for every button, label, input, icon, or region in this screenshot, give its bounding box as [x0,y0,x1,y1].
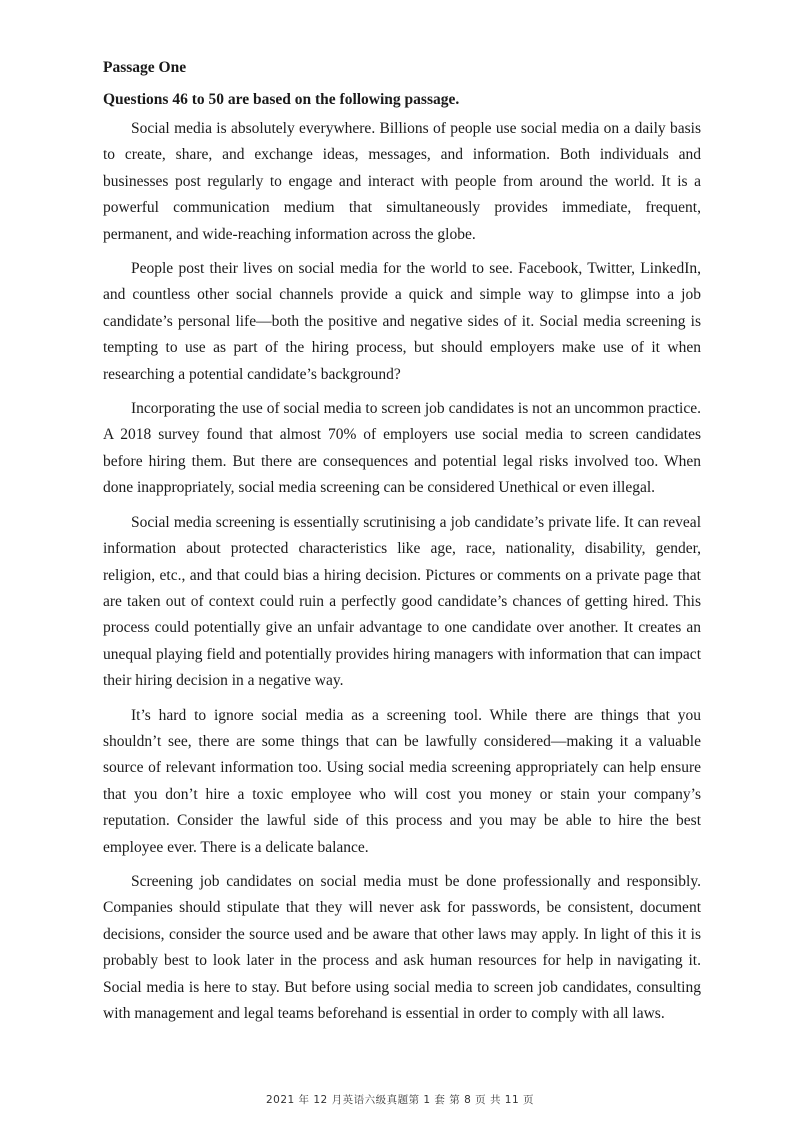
document-page [103,58,701,1035]
paragraph-4: Social media screening is essentially scrutinising a job candidate’s private life. It can reveal information about protected characteristics like age, race, nationality, disability, gender, religion, etc., and that could bias a hiring decision. Pictures or comments on a private page that are taken out of context could ruin a perfectly good candidate’s chances of getting hired. This process could potentially give an unfair advantage to one candidate over another. It creates an unequal playing field and potentially provides hiring managers with information that can impact their hiring decision in a negative way. [103,513,701,690]
paragraph-2: People post their lives on social media for the world to see. Facebook, Twitter, LinkedIn, and countless other social channels provide a quick and simple way to glimpse into a job candidate’s personal life—both the positive and negative sides of it. Social media screening is tempting to use as part of the hiring process, but should employers make use of it when researching a potential candidate’s background? [103,260,701,383]
paragraph-1: Social media is absolutely everywhere. Billions of people use social media on a daily basis to create, share, and exchange ideas, messages, and information. Both individuals and businesses post regularly to engage and interact with people from around the world. It is a powerful communication medium that simultaneously provides immediate, frequent, permanent, and wide-reaching information across the globe. [103,120,701,243]
page-footer: 2021 年 12 月英语六级真题第 1 套 第 8 页 共 11 页 [265,1094,535,1106]
passage-label: Passage One [103,59,187,76]
paragraph-5: It’s hard to ignore social media as a screening tool. While there are things that you shouldn’t see, there are some things that can be lawfully considered—making it a valuable source of relevant information too. Using social media screening appropriately can help ensure that you don’t hire a toxic employee who will cost you money or stain your company’s reputation. Consider the lawful side of this process and you may be able to hire the best employee ever. There is a delicate balance. [103,706,701,856]
paragraph-3: Incorporating the use of social media to screen job candidates is not an uncommon practice. A 2018 survey found that almost 70% of employers use social media to screen candidates before hiring them. But there are consequences and potential legal risks involved too. When done inappropriately, social media screening can be considered Unethical or even illegal. [103,400,701,497]
paragraph-6: Screening job candidates on social media must be done professionally and responsibly. Companies should stipulate that they will never ask for passwords, be consistent, document decisions, consider the source used and be aware that other laws may apply. In light of this it is probably best to look later in the process and ask human resources for help in navigating it. Social media is here to stay. But before using social media to screen job candidates, consulting with management and legal teams beforehand is essential in order to comply with all laws. [103,872,701,1022]
questions-heading: Questions 46 to 50 are based on the following passage. [103,91,460,108]
